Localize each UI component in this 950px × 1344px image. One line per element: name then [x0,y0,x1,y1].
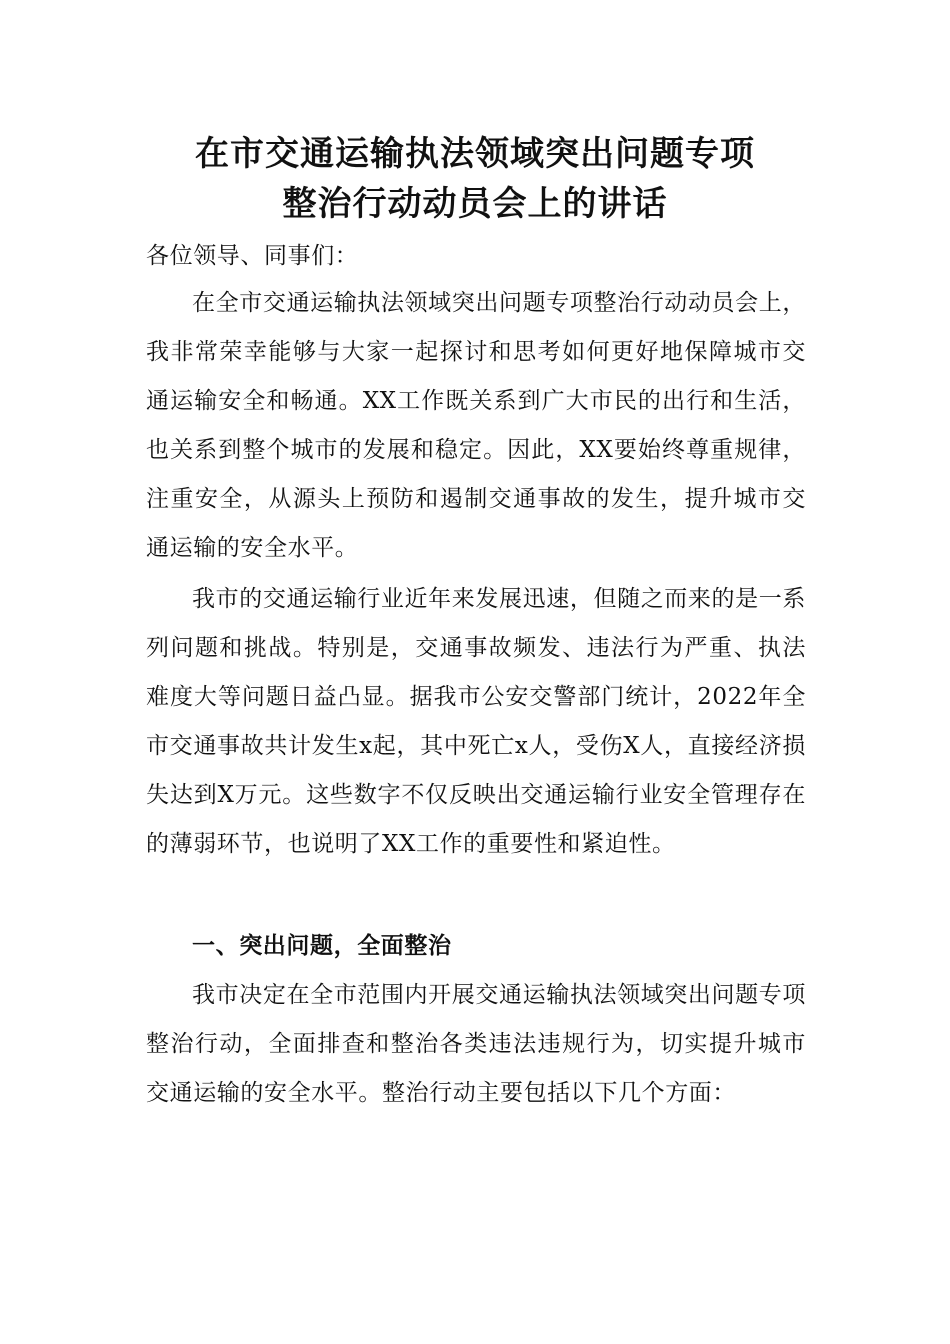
paragraph-section-1: 我市决定在全市范围内开展交通运输执法领域突出问题专项整治行动，全面排查和整治各类违法违规行为，切实提升城市交通运输的安全水平。整治行动主要包括以下几个方面： [146,982,806,1106]
paragraph-intro: 在全市交通运输执法领域突出问题专项整治行动动员会上，我非常荣幸能够与大家一起探讨和思考如何更好地保障城市交通运输安全和畅通。XX工作既关系到广大市民的出行和生活，也关系到整个城市的发展和稳定。因此，XX要始终尊重规律，注重安全，从源头上预防和遏制交通事故的发生，提升城市交通运输的安全水平。 [146,290,806,561]
paragraph-background: 我市的交通运输行业近年来发展迅速，但随之而来的是一系列问题和挑战。特别是，交通事故频发、违法行为严重、执法难度大等问题日益凸显。据我市公安交警部门统计，2022年全市交通事故共计发生x起，其中死亡x人，受伤X人，直接经济损失达到X万元。这些数字不仅反映出交通运输行业安全管理存在的薄弱环节，也说明了XX工作的重要性和紧迫性。 [146,586,806,857]
document-title-line-1: 在市交通运输执法领域突出问题专项 [195,134,755,174]
document-title-line-2: 整治行动动员会上的讲话 [282,184,668,224]
section-heading: 一、突出问题，全面整治 [192,933,452,959]
salutation: 各位领导、同事们： [146,243,359,269]
